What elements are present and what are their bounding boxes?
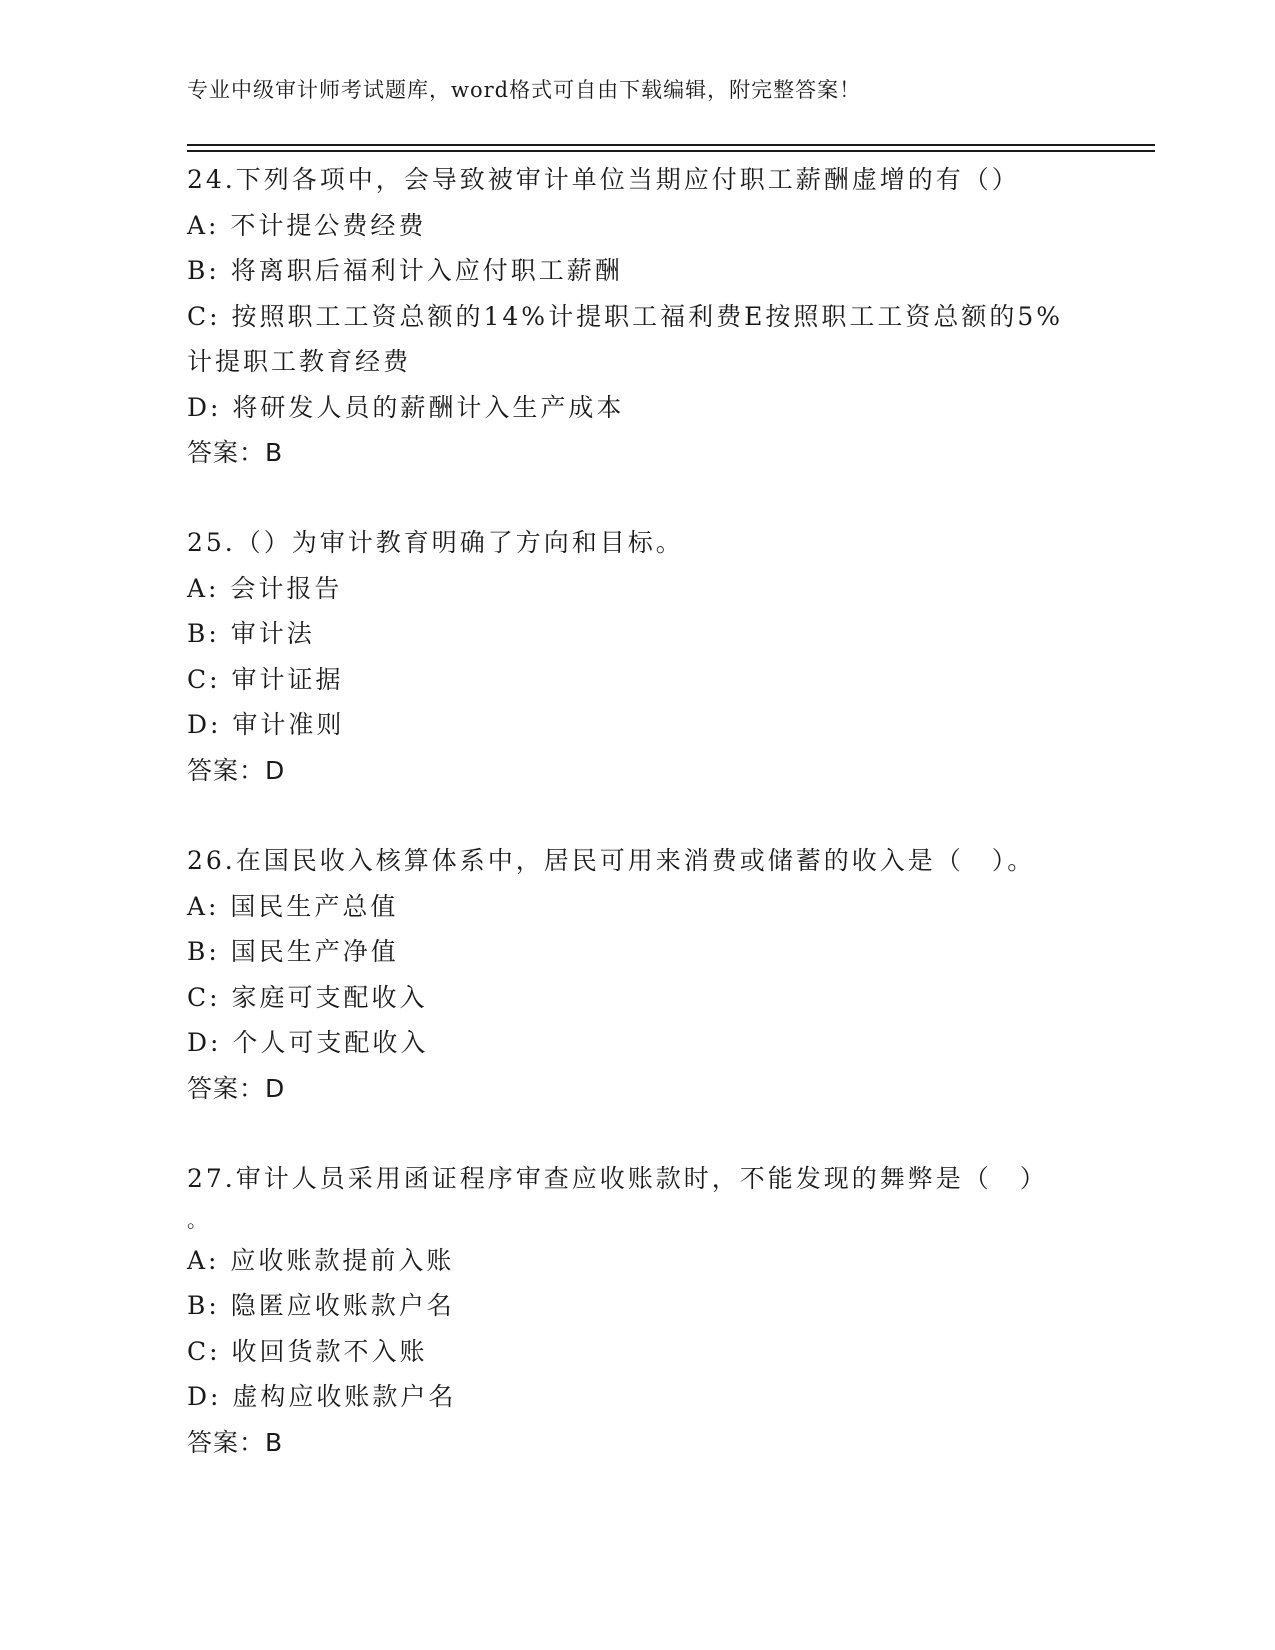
- option-c-continuation: 计提职工教育经费: [187, 347, 412, 376]
- header-divider-bottom: [187, 150, 1155, 152]
- question-stem: 24.下列各项中，会导致被审计单位当期应付职工薪酬虚增的有（）: [187, 165, 1020, 194]
- question-26: [187, 838, 1087, 1111]
- question-stem-continuation: 。: [187, 1207, 210, 1232]
- option-b: B: 将离职后福利计入应付职工薪酬: [187, 256, 623, 285]
- option-c: C: 按照职工工资总额的14%计提职工福利费E按照职工工资总额的5%: [187, 301, 1063, 331]
- option-d: D: 虚构应收账款户名: [187, 1382, 457, 1411]
- option-a: A: 国民生产总值: [187, 891, 399, 921]
- option-c: C: 收回货款不入账: [187, 1336, 428, 1366]
- question-stem: 26.在国民收入核算体系中，居民可用来消费或储蓄的收入是（ ）。: [187, 846, 1036, 875]
- question-stem: 27.审计人员采用函证程序审查应收账款时，不能发现的舞弊是（ ）: [187, 1164, 1048, 1193]
- option-b: B: 审计法: [187, 619, 315, 648]
- option-d: D: 个人可支配收入: [187, 1028, 429, 1057]
- question-27: [187, 1156, 1087, 1465]
- answer-label: 答案：D: [187, 1073, 286, 1103]
- question-25: [187, 520, 1087, 793]
- answer-label: 答案：B: [187, 438, 284, 467]
- option-d: D: 审计准则: [187, 710, 345, 739]
- question-24: [187, 157, 1087, 476]
- option-b: B: 国民生产净值: [187, 937, 399, 966]
- answer-label: 答案：D: [187, 755, 286, 785]
- answer-label: 答案：B: [187, 1427, 284, 1457]
- option-a: A: 应收账款提前入账: [187, 1245, 455, 1275]
- option-d: D: 将研发人员的薪酬计入生产成本: [187, 392, 625, 422]
- header-divider-top: [187, 144, 1155, 146]
- option-a: A: 会计报告: [187, 573, 343, 603]
- option-c: C: 审计证据: [187, 664, 344, 694]
- option-c: C: 家庭可支配收入: [187, 982, 428, 1012]
- option-b: B: 隐匿应收账款户名: [187, 1291, 455, 1320]
- question-stem: 25.（）为审计教育明确了方向和目标。: [187, 528, 684, 557]
- page-header: 专业中级审计师考试题库，word格式可自由下载编辑，附完整答案！: [187, 78, 862, 102]
- option-a: A: 不计提公费经费: [187, 210, 427, 240]
